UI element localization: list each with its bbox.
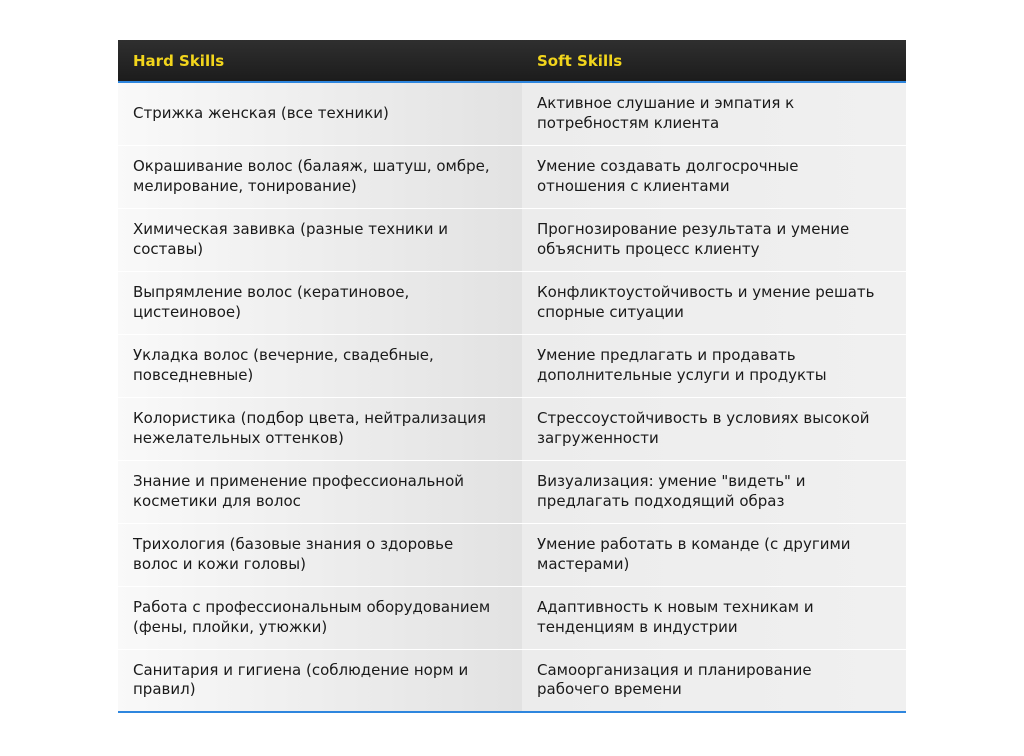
table-row — [118, 145, 906, 208]
hard-skill-cell: Колористика (подбор цвета, нейтрализация нежелательных оттенков) — [118, 397, 522, 460]
header-row — [118, 40, 906, 82]
hard-skill-cell: Санитария и гигиена (соблюдение норм и правил) — [118, 649, 522, 712]
table-row — [118, 208, 906, 271]
header-hard-skills: Hard Skills — [118, 40, 522, 82]
soft-skill-cell: Умение предлагать и продавать дополнительные услуги и продукты — [522, 334, 906, 397]
skills-table — [118, 40, 906, 713]
soft-skill-cell: Конфликтоустойчивость и умение решать спорные ситуации — [522, 271, 906, 334]
soft-skill-cell: Адаптивность к новым техникам и тенденциям в индустрии — [522, 586, 906, 649]
header-soft-skills: Soft Skills — [522, 40, 906, 82]
hard-skill-cell: Химическая завивка (разные техники и составы) — [118, 208, 522, 271]
table-row — [118, 271, 906, 334]
table-body — [118, 82, 906, 712]
hard-skill-cell: Знание и применение профессиональной косметики для волос — [118, 460, 522, 523]
table-row — [118, 334, 906, 397]
soft-skill-cell: Активное слушание и эмпатия к потребностям клиента — [522, 82, 906, 145]
soft-skill-cell: Прогнозирование результата и умение объяснить процесс клиенту — [522, 208, 906, 271]
hard-skill-cell: Работа с профессиональным оборудованием (фены, плойки, утюжки) — [118, 586, 522, 649]
soft-skill-cell: Самоорганизация и планирование рабочего времени — [522, 649, 906, 712]
soft-skill-cell: Визуализация: умение "видеть" и предлагать подходящий образ — [522, 460, 906, 523]
table-row — [118, 586, 906, 649]
soft-skill-cell: Умение работать в команде (с другими мастерами) — [522, 523, 906, 586]
hard-skill-cell: Выпрямление волос (кератиновое, цистеиновое) — [118, 271, 522, 334]
soft-skill-cell: Умение создавать долгосрочные отношения с клиентами — [522, 145, 906, 208]
hard-skill-cell: Укладка волос (вечерние, свадебные, повседневные) — [118, 334, 522, 397]
skills-table-container — [118, 40, 906, 713]
hard-skill-cell: Стрижка женская (все техники) — [118, 82, 522, 145]
hard-skill-cell: Окрашивание волос (балаяж, шатуш, омбре, мелирование, тонирование) — [118, 145, 522, 208]
table-row — [118, 82, 906, 145]
table-row — [118, 460, 906, 523]
table-row — [118, 649, 906, 712]
soft-skill-cell: Стрессоустойчивость в условиях высокой загруженности — [522, 397, 906, 460]
table-row — [118, 523, 906, 586]
hard-skill-cell: Трихология (базовые знания о здоровье волос и кожи головы) — [118, 523, 522, 586]
table-row — [118, 397, 906, 460]
table-header — [118, 40, 906, 82]
